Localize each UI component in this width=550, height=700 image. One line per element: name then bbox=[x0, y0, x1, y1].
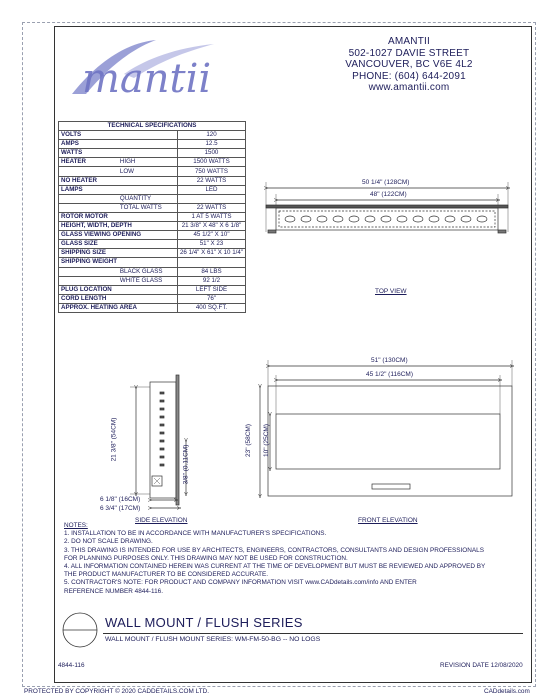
note-line: REFERENCE NUMBER 4844-116. bbox=[64, 587, 163, 595]
spec-row bbox=[59, 149, 246, 158]
spec-row bbox=[59, 267, 246, 276]
spec-label: WATTS bbox=[59, 149, 178, 158]
spec-row bbox=[59, 222, 246, 231]
company-city: VANCOUVER, BC V6E 4L2 bbox=[345, 59, 473, 70]
note-line: FOR PLANNING PURPOSES ONLY. THIS DRAWING MAY NOT BE USED FOR CONSTRUCTION. bbox=[64, 554, 348, 562]
copyright-notice: PROTECTED BY COPYRIGHT © 2020 CADDETAILS.COM LTD. bbox=[24, 688, 209, 695]
spec-sub-label: HIGH bbox=[118, 158, 178, 167]
note-line: 1. INSTALLATION TO BE IN ACCORDANCE WITH MANUFACTURER'S SPECIFICATIONS. bbox=[64, 530, 327, 538]
note-line: THE PRODUCT MANUFACTURER TO BE CONSIDERED ACCURATE. bbox=[64, 571, 269, 579]
spec-value bbox=[177, 258, 245, 267]
spec-sub-label: TOTAL WATTS bbox=[118, 203, 178, 212]
spec-sub-label: WHITE GLASS bbox=[118, 276, 178, 285]
company-street: 502-1027 DAVIE STREET bbox=[348, 47, 470, 59]
spec-value: 76" bbox=[177, 294, 245, 303]
title-block bbox=[58, 612, 526, 648]
company-address-block bbox=[316, 36, 502, 94]
svg-text:mantii: mantii bbox=[82, 56, 212, 102]
spec-label: HEATER bbox=[59, 158, 118, 167]
notes-section bbox=[64, 522, 514, 596]
spec-value: 750 WATTS bbox=[177, 167, 245, 176]
spec-label: AMPS bbox=[59, 140, 178, 149]
spec-label bbox=[59, 194, 118, 203]
title-block-circle-icon bbox=[58, 612, 102, 648]
spec-label: APPROX. HEATING AREA bbox=[59, 303, 178, 312]
note-line: 5. CONTRACTOR'S NOTE: FOR PRODUCT AND COMPANY INFORMATION VISIT www.CADdetails.com/info AND ENTER bbox=[64, 579, 417, 587]
spec-row bbox=[59, 285, 246, 294]
revision-date: REVISION DATE 12/08/2020 bbox=[440, 662, 523, 669]
amantii-logo bbox=[64, 34, 274, 104]
spec-value: 22 WATTS bbox=[177, 203, 245, 212]
spec-row bbox=[59, 231, 246, 240]
spec-label bbox=[59, 203, 118, 212]
front-elevation-caption: FRONT ELEVATION bbox=[358, 517, 418, 524]
company-name: AMANTII bbox=[388, 36, 430, 47]
spec-row bbox=[59, 140, 246, 149]
spec-label bbox=[59, 267, 118, 276]
spec-value: 400 SQ.FT. bbox=[177, 303, 245, 312]
spec-row bbox=[59, 212, 246, 221]
front-dim-height: 23" (58CM) bbox=[245, 423, 253, 458]
spec-sub-label: QUANTITY bbox=[118, 194, 178, 203]
company-website: www.amantii.com bbox=[368, 82, 450, 93]
side-dim-depth2: 6 3/4" (17CM) bbox=[100, 505, 141, 512]
spec-sub-label: LOW bbox=[118, 167, 178, 176]
technical-specifications-table bbox=[58, 121, 246, 313]
spec-label: HEIGHT, WIDTH, DEPTH bbox=[59, 222, 178, 231]
spec-value bbox=[177, 194, 245, 203]
spec-value: 1500 bbox=[177, 149, 245, 158]
spec-label: SHIPPING WEIGHT bbox=[59, 258, 178, 267]
side-elevation-caption: SIDE ELEVATION bbox=[135, 517, 188, 524]
spec-label: LAMPS bbox=[59, 185, 178, 194]
spec-label: SHIPPING SIZE bbox=[59, 249, 178, 258]
spec-row bbox=[59, 249, 246, 258]
spec-value: 26 1/4" X 61" X 10 1/4" bbox=[177, 249, 245, 258]
spec-row bbox=[59, 276, 246, 285]
spec-value: 92 1/2 bbox=[177, 276, 245, 285]
spec-sub-label: BLACK GLASS bbox=[118, 267, 178, 276]
drawing-subtitle: WALL MOUNT / FLUSH MOUNT SERIES: WM-FM-50-BG -- NO LOGS bbox=[105, 636, 321, 643]
spec-row bbox=[59, 194, 246, 203]
spec-label bbox=[59, 276, 118, 285]
spec-row bbox=[59, 203, 246, 212]
top-view-dim-outer: 50 1/4" (128CM) bbox=[362, 179, 410, 186]
front-dim-outer: 51" (130CM) bbox=[371, 357, 408, 364]
spec-row bbox=[59, 185, 246, 194]
caddetails-link[interactable]: CADdetails.com bbox=[484, 688, 530, 695]
title-divider bbox=[103, 633, 523, 634]
top-view-dim-inner: 48" (122CM) bbox=[370, 191, 407, 198]
reference-number: 4844-116 bbox=[58, 662, 85, 669]
drawing-title: WALL MOUNT / FLUSH SERIES bbox=[105, 615, 303, 630]
spec-value: 21 3/8" X 48" X 6 1/8" bbox=[177, 222, 245, 231]
spec-label: PLUG LOCATION bbox=[59, 285, 178, 294]
spec-value: 51" X 23 bbox=[177, 240, 245, 249]
spec-value: 84 LBS bbox=[177, 267, 245, 276]
spec-row bbox=[59, 240, 246, 249]
spec-header: TECHNICAL SPECIFICATIONS bbox=[59, 122, 246, 131]
front-dim-glass: 10" (25CM) bbox=[263, 423, 271, 458]
note-line: 4. ALL INFORMATION CONTAINED HEREIN WAS CURRENT AT THE TIME OF DEVELOPMENT BUT MUST BE REVIEWED AND APPROVED BY bbox=[64, 563, 486, 571]
spec-value: 120 bbox=[177, 131, 245, 140]
spec-row bbox=[59, 176, 246, 185]
spec-label: CORD LENGTH bbox=[59, 294, 178, 303]
spec-header-row bbox=[59, 122, 246, 131]
spec-label: ROTOR MOTOR bbox=[59, 212, 178, 221]
spec-value: LEFT SIDE bbox=[177, 285, 245, 294]
spec-value: LED bbox=[177, 185, 245, 194]
spec-value: 1500 WATTS bbox=[177, 158, 245, 167]
note-line: 3. THIS DRAWING IS INTENDED FOR USE BY ARCHITECTS, ENGINEERS, CONTRACTORS, CONSULTANTS AND DESIGN PROFESSIONALS bbox=[64, 546, 484, 554]
spec-row bbox=[59, 131, 246, 140]
spec-value: 22 WATTS bbox=[177, 176, 245, 185]
spec-value: 1 AT 5 WATTS bbox=[177, 212, 245, 221]
spec-row bbox=[59, 158, 246, 167]
spec-label: GLASS VIEWING OPENING bbox=[59, 231, 178, 240]
spec-value: 45 1/2" X 10" bbox=[177, 231, 245, 240]
note-line: 2. DO NOT SCALE DRAWING. bbox=[64, 538, 153, 546]
side-dim-small: 3/8" (0.11CM) bbox=[182, 444, 190, 485]
spec-row bbox=[59, 294, 246, 303]
spec-label bbox=[59, 167, 118, 176]
top-view-caption: TOP VIEW bbox=[375, 288, 407, 295]
side-dim-height: 21 3/8" (54CM) bbox=[110, 417, 118, 462]
spec-label: VOLTS bbox=[59, 131, 178, 140]
spec-label: NO HEATER bbox=[59, 176, 178, 185]
spec-value: 12.5 bbox=[177, 140, 245, 149]
notes-heading: NOTES: bbox=[64, 522, 88, 529]
spec-label: GLASS SIZE bbox=[59, 240, 178, 249]
side-dim-depth1: 6 1/8" (16CM) bbox=[100, 496, 141, 503]
spec-row bbox=[59, 258, 246, 267]
spec-row bbox=[59, 303, 246, 312]
front-dim-inner: 45 1/2" (116CM) bbox=[366, 371, 413, 378]
spec-row bbox=[59, 167, 246, 176]
company-phone: PHONE: (604) 644-2091 bbox=[352, 70, 466, 82]
